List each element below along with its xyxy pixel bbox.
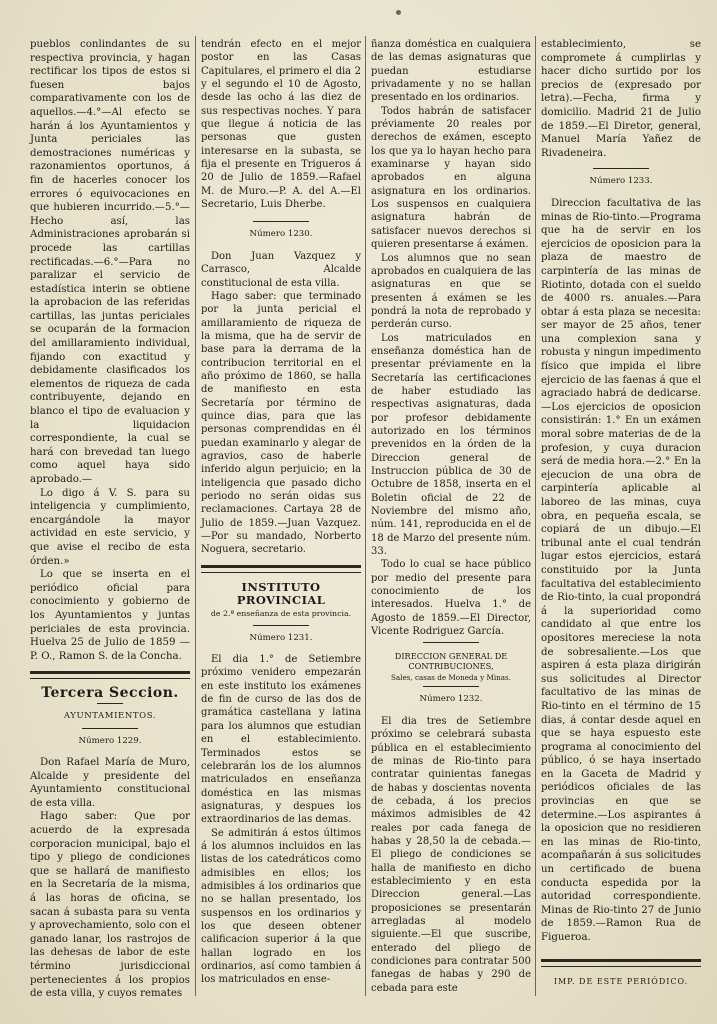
column-2 <box>201 38 361 987</box>
paragraph: pueblos conlindantes de su respectiva provincia, y hagan rectificar los tipos de estos si fuesen bajos comparativamente con los de aquellos.—4.°—Al efecto se harán á los Ayuntamientos y Junta periciales las demostraciones numéricas y razonamientos oportunos, á fin de hacerles conocer los errores ó equivocaciones en que hubieren incurrido.—5.°—Hecho así, las Administraciones aprobarán si procede las cartillas rectificadas.—6.°—Para no paralizar el servicio de estadística interin se obtiene la aprobacion de las referidas cartillas, las juntas periciales se ocuparán de la formacion del amillaramiento individual, fijando con exactitud y debidamente clasificados los elementos de riqueza de cada contribuyente, dejando en blanco el tipo de evaluacion y la liquidacion correspondiente, la cual se hará con brevedad tan luego como aquel haya sido aprobado.— <box>30 39 190 485</box>
notice-number: Número 1229. <box>78 735 142 746</box>
column-1 <box>30 38 190 1001</box>
paragraph: Hago saber: Que por acuerdo de la expresada corporacion municipal, bajo el tipo y pliego de condiciones que se hallará de manifiesto en la Secretaría de la misma, á las horas de oficina, se sacan á subasta para su venta y aprovechamiento, solo con el ganado lanar, los rastrojos de las dehesas de labor de este término jurisdiccional pertenecientes á los propios de esta villa, y cuyos remates <box>30 811 190 1000</box>
direction-subtitle: Sales, casas de Moneda y Minas. <box>390 673 512 683</box>
paragraph: ñanza doméstica en cualquiera de las demas asignaturas que puedan estudiarse privadamente y no se hallan presentado en los ordinarios. <box>371 39 531 104</box>
paragraph: Don Rafael María de Muro, Alcalde y presidente del Ayuntamiento constitucional de esta villa. <box>30 757 190 809</box>
notice-number: Número 1232. <box>419 694 483 705</box>
notice-number: Número 1231. <box>249 632 313 643</box>
section-rule <box>541 959 701 967</box>
divider <box>423 642 479 643</box>
paragraph: Hago saber: que terminado por la junta pericial el amillaramiento de riqueza de la misma, que ha de servir de base para la derrama de la contribucion territorial en el año próximo de 1860, se halla de manifiesto en esta Secretaría por término de quince dias, para que las personas comprendidas en él puedan examinarlo y alegar de agravios, caso de haberle inferido algun perjuicio; en la inteligencia que pasado dicho periodo no serán oidas sus reclamaciones. Cartaya 28 de Julio de 1859.—Juan Vazquez.—Por su mandado, Norberto Noguera, secretario. <box>201 290 361 556</box>
column-divider <box>365 36 366 996</box>
divider <box>97 703 123 704</box>
paragraph: Los alumnos que no sean aprobados en cualquiera de las asignaturas en que se presenten á exámen se les pondrá la nota de reprobado y perderán curso. <box>371 252 531 331</box>
imprint: IMP. DE ESTE PERIÓDICO. <box>553 976 689 986</box>
page-ornament-dot <box>396 10 401 15</box>
paragraph: Todos habrán de satisfacer préviamente 20 reales por derechos de exámen, escepto los que ya lo hayan hecho para examinarse y hayan sido aprobados en alguna asignatura en los ordinarios. Los suspensos en cualquiera asignatura habrán de satisfacer nuevos derechos si quieren presentarse á exámen. <box>371 105 531 251</box>
column-3 <box>371 38 531 995</box>
divider <box>82 728 138 729</box>
divider <box>253 625 309 626</box>
paragraph: tendrán efecto en el mejor postor en las Casas Capitulares, el primero el dia 2 y el segundo el 10 de Agosto, desde las ocho á las diez de sus respectivas noches. Y para que llegue á noticia de las personas que gusten interesarse en la subasta, se fija el presente en Trigueros á 20 de Julio de 1859.—Rafael M. de Muro.—P. A. del A.—El Secretario, Luis Dherbe. <box>201 39 361 211</box>
divider <box>253 221 309 222</box>
column-4 <box>541 38 701 988</box>
paragraph: Todo lo cual se hace público por medio del presente para conocimiento de los interesados. Huelva 1.° de Agosto de 1859.—El Director, Vicente Rodriguez García. <box>371 559 531 638</box>
notice-number: Número 1233. <box>589 176 653 187</box>
institute-title: INSTITUTO PROVINCIAL <box>236 579 326 608</box>
section-rule <box>201 565 361 573</box>
section-title: Tercera Seccion. <box>41 685 179 702</box>
paragraph: Don Juan Vazquez y Carrasco, Alcalde constitucional de esta villa. <box>201 250 361 289</box>
column-divider <box>195 36 196 996</box>
divider <box>593 168 649 169</box>
divider <box>423 686 479 687</box>
notice-number: Número 1230. <box>249 229 313 240</box>
institute-subtitle: de 2.ª enseñanza de esta provincia. <box>210 609 352 619</box>
paragraph: Lo digo á V. S. para su inteligencia y cumplimiento, encargándole la mayor actividad en este servicio, y que avise el recibo de esta órden.» <box>30 487 190 567</box>
paragraph: El dia 1.° de Setiembre próximo venidero empezarán en este instituto los exámenes de fin de curso de las dos de gramática castellana y latina para los alumnos que estudian en el establecimiento. Terminados estos se celebrarán los de los alumnos matriculados en enseñanza doméstica en las mismas asignaturas, y despues los extraordinarios de las demas. <box>201 654 361 826</box>
paragraph: Los matriculados en enseñanza doméstica han de presentar préviamente en la Secretaría las certificaciones de haber estudiado las respectivas asignaturas, dada por profesor debidamente autorizado en los términos prevenidos en la órden de la Direccion general de Instruccion pública de 30 de Octubre de 1858, inserta en el Boletin oficial de 22 de Noviembre del mismo año, núm. 141, reproducida en el de 18 de Marzo del presente núm. 33. <box>371 332 531 558</box>
paragraph: establecimiento, se compromete á cumplirlas y hacer dicho surtido por los precios de (expresado por letra).—Fecha, firma y domicilio. Madrid 21 de Julio de 1859.—El Diretor, general, Manuel María Yañez de Rivadeneira. <box>541 39 701 159</box>
subsection-title: AYUNTAMIENTOS. <box>63 710 157 721</box>
column-divider <box>535 36 536 996</box>
paragraph: El dia tres de Setiembre próximo se celebrará subasta pública en el establecimiento de minas de Rio-tinto para contratar quinientas fanegas de habas y doscientas noventa de cebada, á los precios máximos admisibles de 42 reales por cada fanega de habas y 28,50 la de cebada.—El pliego de condiciones se halla de manifiesto en dicho establecimiento y en esta Direccion general.—Las proposiciones se presentarán arregladas al modelo siguiente.—El que suscribe, enterado del pliego de condiciones para contratar 500 fanegas de habas y 290 de cebada para este <box>371 715 531 994</box>
section-rule <box>30 671 190 679</box>
direction-title: DIRECCION GENERAL DE CONTRIBUCIONES, <box>394 651 508 672</box>
paragraph: Lo que se inserta en el periódico oficial para conocimiento y gobierno de los Ayuntamientos y juntas periciales de esta provincia. Huelva 25 de Julio de 1859 — P. O., Ramon S. de la Concha. <box>30 569 190 662</box>
paragraph: Se admitirán á estos últimos á los alumnos incluidos en las listas de los catedráticos como admisibles en ellos; los admisibles á los ordinarios que no se hallan presentado, los suspensos en los ordinarios y los que deseen obtener calificacion superior á la que hallan logrado en los ordinarios, así como tambien á los matriculados en ense- <box>201 827 361 986</box>
paragraph: Direccion facultativa de las minas de Rio-tinto.—Programa que ha de servir en los ejercicios de oposicion para la plaza de maestro de carpintería de las minas de Riotinto, dotada con el sueldo de 4000 rs. anuales.—Para obtar á esta plaza se necesita: ser mayor de 25 años, tener una complexion sana y robusta y ningun impedimento físico que impida el libre ejercicio de las faenas á que el agraciado habrá de dedicarse.—Los ejercicios de oposicion consistirán: 1.° En un exámen moral sobre materias de de la profesion, y cuya duracion será de media hora.—2.° En la ejecucion de una obra de carpintería aplicable al laboreo de las minas, cuya obra, en pequeña escala, se copiará de un dibujo.—El tribunal ante el cual tendrán lugar estos ejercicios, estará constituido por la Junta facultativa del establecimiento de Rio-tinto, la cual propondrá á la superioridad como candidato al que entre los opositores mereciese la nota de sobresaliente.—Los que aspiren á esta plaza dirigirán sus solicitudes al Director facultativo de las minas de Rio-tinto en el término de 15 dias, á contar desde aquel en que se haya espuesto este programa al conocimiento del público, ó se haya insertado en la Gaceta de Madrid y periódicos oficiales de las provincias en que se determine.—Los aspirantes á la oposicion que no residieren en las minas de Rio-tinto, acompañarán á sus solicitudes un certificado de buena conducta espedida por la autoridad correspondiente. Minas de Rio-tinto 27 de Junio de 1859.—Ramon Rua de Figueroa. <box>541 197 701 943</box>
